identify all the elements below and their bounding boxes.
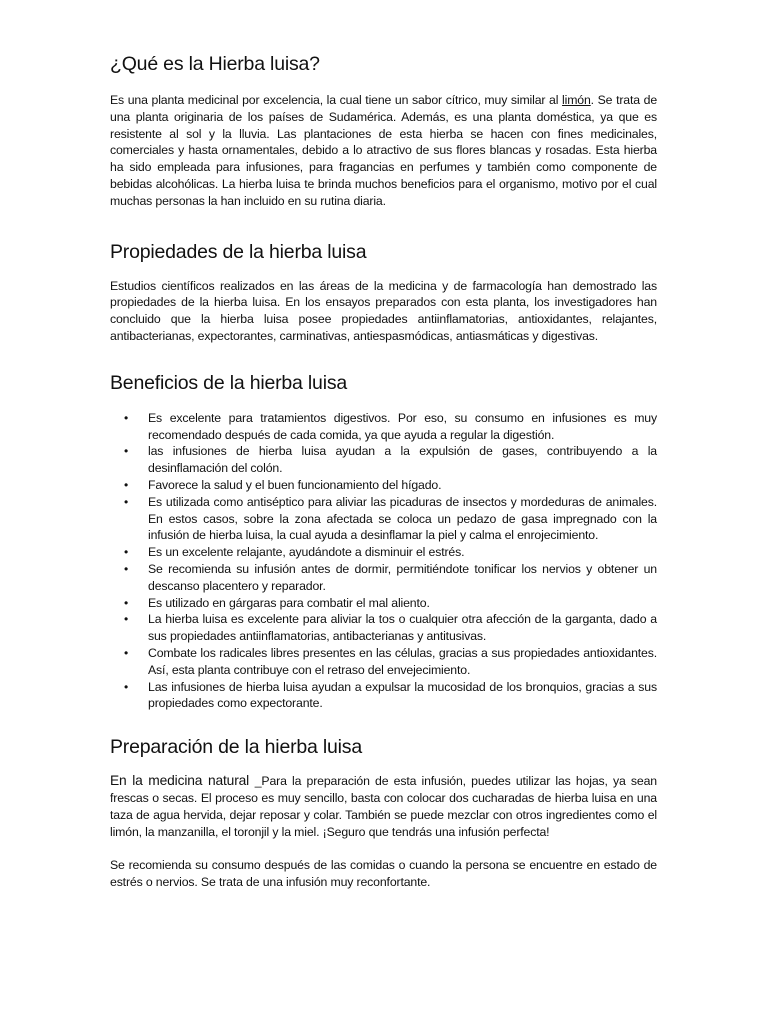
list-item bbox=[124, 561, 657, 595]
heading-beneficios: Beneficios de la hierba luisa bbox=[110, 371, 348, 394]
list-item bbox=[124, 611, 657, 645]
list-item-text: Es utilizado en gárgaras para combatir el mal aliento. bbox=[148, 595, 430, 610]
list-item bbox=[124, 443, 657, 477]
list-item-text: Se recomienda su infusión antes de dormir, permitiéndote tonificar los nervios y obtener un descanso placentero y reparador. bbox=[148, 561, 657, 593]
lead-text: En la medicina natural bbox=[110, 773, 255, 789]
list-item-text: Es excelente para tratamientos digestivos. Por eso, su consumo en infusiones es muy recomendado después de cada comida, ya que ayuda a regular la digestión. bbox=[148, 410, 657, 442]
benefits-list bbox=[110, 410, 657, 712]
list-item-text: Es utilizada como antiséptico para aliviar las picaduras de insectos y mordeduras de animales. En estos casos, sobre la zona afectada se coloca un pedazo de gasa impregnado con la infusión de hierba luisa, la cual ayuda a desinflamar la piel y calma el enrojecimiento. bbox=[148, 494, 657, 543]
list-item bbox=[124, 679, 657, 713]
bullet-icon: • bbox=[124, 645, 129, 660]
text: . Se trata de una planta originaria de los países de Sudamérica. Además, es una planta doméstica, ya que es resistente al sol y la lluvia. Las plantaciones de esta hierba se hacen con fines medicinales, comerciales y hasta ornamentales, debido a lo atractivo de sus flores blancas y rosadas. Esta hierba ha sido empleada para infusiones, para fragancias en perfumes y también como componente de bebidas alcohólicas. La hierba luisa te brinda muchos beneficios para el organismo, motivo por el cual muchas personas la han incluido en su rutina diaria. bbox=[110, 93, 658, 208]
list-item bbox=[124, 645, 657, 679]
list-item bbox=[124, 595, 657, 612]
list-item-text: Es un excelente relajante, ayudándote a disminuir el estrés. bbox=[148, 545, 465, 560]
list-item bbox=[124, 477, 657, 494]
list-item-text: Combate los radicales libres presentes en las células, gracias a sus propiedades antioxidantes. Así, esta planta contribuye con el retraso del envejecimiento. bbox=[148, 645, 657, 677]
limon-link[interactable]: limón bbox=[562, 93, 591, 107]
list-item bbox=[124, 494, 657, 544]
list-item-text: La hierba luisa es excelente para aliviar la tos o cualquier otra afección de la garganta, dado a sus propiedades antiinflamatorias, antibacterianas y antitusivas. bbox=[148, 612, 657, 644]
list-item-text: Las infusiones de hierba luisa ayudan a expulsar la mucosidad de los bronquios, gracias a sus propiedades como expectorante. bbox=[148, 679, 657, 711]
list-item bbox=[124, 544, 657, 561]
document-content bbox=[110, 52, 657, 891]
bullet-icon: • bbox=[124, 595, 129, 610]
bullet-icon: • bbox=[124, 444, 129, 459]
bullet-icon: • bbox=[124, 545, 129, 560]
paragraph-que-es bbox=[110, 92, 657, 210]
bullet-icon: • bbox=[124, 612, 129, 627]
bullet-icon: • bbox=[124, 494, 129, 509]
paragraph-preparacion bbox=[110, 773, 657, 840]
bullet-icon: • bbox=[124, 410, 129, 425]
list-item bbox=[124, 410, 657, 444]
heading-propiedades: Propiedades de la hierba luisa bbox=[110, 240, 367, 263]
bullet-icon: • bbox=[124, 561, 129, 576]
bullet-icon: • bbox=[124, 679, 129, 694]
heading-preparacion: Preparación de la hierba luisa bbox=[110, 736, 362, 759]
bullet-icon: • bbox=[124, 477, 129, 492]
list-item-text: las infusiones de hierba luisa ayudan a la expulsión de gases, contribuyendo a la desinflamación del colón. bbox=[148, 444, 657, 476]
paragraph-recomendacion: Se recomienda su consumo después de las comidas o cuando la persona se encuentre en estado de estrés o nervios. Se trata de una infusión muy reconfortante. bbox=[110, 858, 657, 890]
paragraph-propiedades: Estudios científicos realizados en las áreas de la medicina y de farmacología han demostrado las propiedades de la hierba luisa. En los ensayos preparados con esta planta, los investigadores han concluido que la hierba luisa posee propiedades antiinflamatorias, antioxidantes, relajantes, antibacterianas, expectorantes, carminativas, antiespasmódicas, antiasmáticas y digestivas. bbox=[110, 278, 657, 343]
text: Es una planta medicinal por excelencia, la cual tiene un sabor cítrico, muy similar al bbox=[110, 93, 563, 107]
text: _Para la preparación de esta infusión, puedes utilizar las hojas, ya sean frescas o secas. El proceso es muy sencillo, basta con colocar dos cucharadas de hierba luisa en una taza de agua hervida, dejar reposar y colar. También se puede mezclar con otros ingredientes como el limón, la manzanilla, el toronjil y la miel. ¡Seguro que tendrás una infusión perfecta! bbox=[110, 774, 657, 839]
list-item-text: Favorece la salud y el buen funcionamiento del hígado. bbox=[148, 477, 442, 492]
heading-que-es: ¿Qué es la Hierba luisa? bbox=[110, 53, 320, 75]
